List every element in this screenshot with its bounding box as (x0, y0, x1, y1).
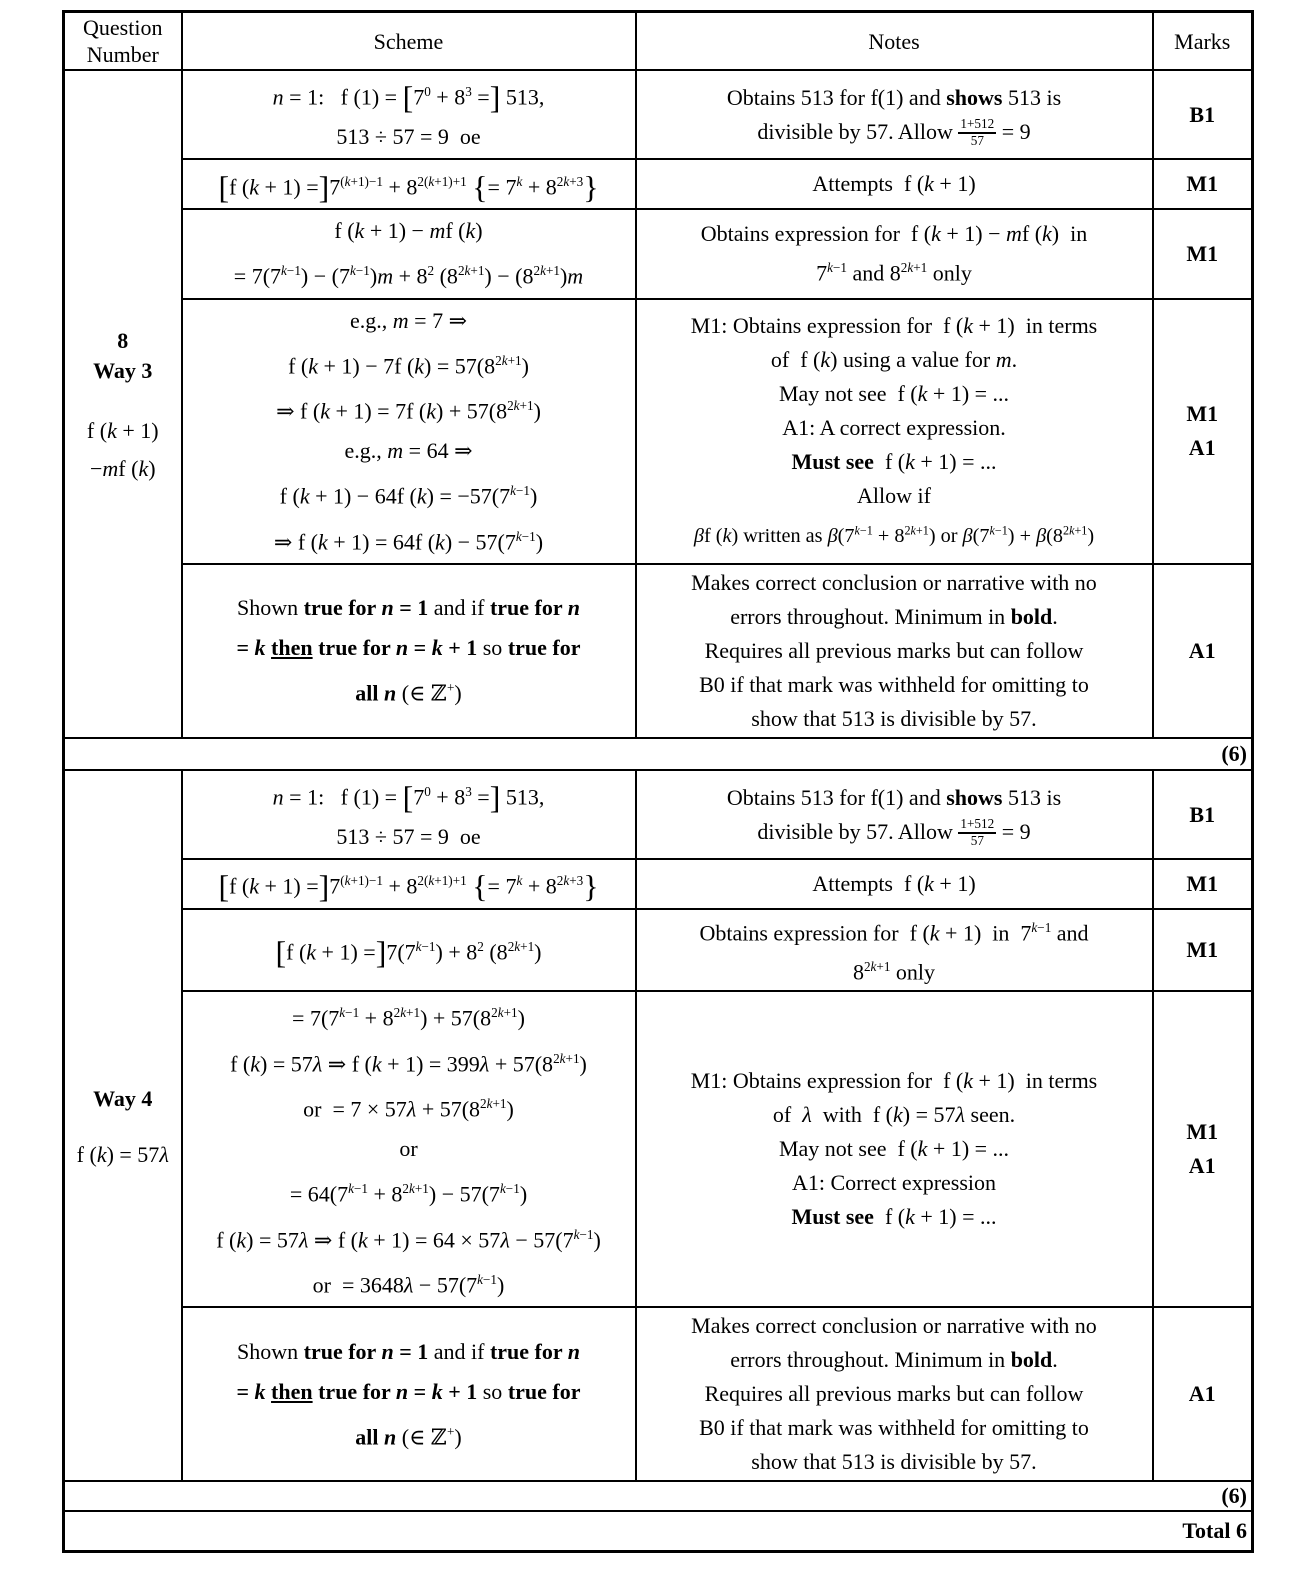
way3-row-m1a1 (64, 299, 1253, 564)
way3-notes-m1a1: M1: Obtains expression for f (k + 1) in terms of f (k) using a value for m. May not see f (k + 1) = ... A1: A correct expression. Must see f (k + 1) = ... Allow if βf (k) written as $\beta(7^{k-1} + 8^{2k+1})$ or $\beta(7^{k-1}) + \beta(8^{2k+1})$ (636, 299, 1153, 564)
way3-scheme-m1a1: e.g., m = 7 ⇒ f (k + 1) − 7f $(k) = 57(8^{2k+1})$ ⇒ f (k + 1) = 7f $(k) + 57(8^{2k+1})$ e.g., m = 64 ⇒ f (k + 1) − 64f $(k) = -57(7^{k-1})$ ⇒ f (k + 1) = 64f $(k) - 57(7^{k-1})$ (182, 299, 636, 564)
total-row (64, 1511, 1253, 1551)
way3-marks-b1: B1 (1153, 70, 1253, 159)
total-marks: Total 6 (64, 1511, 1253, 1551)
way3-scheme-m1a: [f $(k + 1) =]7^{(k+1)-1} + 8^{2(k+1)+1}$ {= $7^k + 8^{2k+3}$} (182, 159, 636, 209)
way3-scheme-m1b: f (k + 1) − mf (k) = $7(7^{k-1}) - (7^{k-1})m + 8^2$ $(8^{2k+1}) - (8^{2k+1})m$ (182, 209, 636, 298)
way4-marks-b1: B1 (1153, 770, 1253, 859)
way4-notes-b1: Obtains 513 for f(1) and shows 513 is divisible by 57. Allow $\frac{1+512}{57}$ = 9 (636, 770, 1153, 859)
way4-row-a1 (64, 1307, 1253, 1481)
way3-label: Way 3 (93, 357, 153, 383)
way4-row-m1a (64, 859, 1253, 908)
way4-scheme-m1a: [f $(k + 1) =]7^{(k+1)-1} + 8^{2(k+1)+1}$ {= $7^k + 8^{2k+3}$} (182, 859, 636, 908)
way4-scheme-b1: n = 1: f $(1) = [7^0 + 8^3$ =] 513, 513 ÷ 57 = 9 oe (182, 770, 636, 859)
way3-notes-a1: Makes correct conclusion or narrative with no errors throughout. Minimum in bold. Requires all previous marks but can follow B0 if that mark was withheld for omitting to show that 513 is divisible by 57. (636, 564, 1153, 738)
way4-notes-m1a1: M1: Obtains expression for f (k + 1) in terms of λ with f (k) = 57λ seen. May not see f (k + 1) = ... A1: Correct expression Must see f (k + 1) = ... (636, 991, 1153, 1307)
way3-question-cell (64, 70, 182, 738)
way4-label: Way 4 (93, 1085, 153, 1111)
question-number-value: 8 (117, 327, 129, 353)
way3-subtotal: (6) (64, 738, 1253, 770)
header-notes: Notes (636, 12, 1153, 71)
way3-row-b1 (64, 70, 1253, 159)
way3-row-m1a (64, 159, 1253, 209)
way4-scheme-m1b: [f $(k + 1) =]7(7^{k-1}) + 8^2$ $(8^{2k+1})$ (182, 909, 636, 992)
way3-marks-a1: A1 (1153, 564, 1253, 738)
header-scheme: Scheme (182, 12, 636, 71)
way4-row-m1a1 (64, 991, 1253, 1307)
way4-question-cell (64, 770, 182, 1481)
way3-notes-m1a: Attempts f (k + 1) (636, 159, 1153, 209)
way4-scheme-a1: Shown true for n = 1 and if true for n = k then true for n = k + 1 so true for all n (∈ ℤ+) (182, 1307, 636, 1481)
header-marks: Marks (1153, 12, 1253, 71)
way3-subtotal-row (64, 738, 1253, 770)
way3-marks-m1b: M1 (1153, 209, 1253, 298)
way4-marks-m1a: M1 (1153, 859, 1253, 908)
way4-subtotal: (6) (64, 1481, 1253, 1511)
way4-scheme-m1a1: = $7(7^{k-1} + 8^{2k+1}) + 57(8^{2k+1})$ f (k) = 57λ ⇒ f $(k + 1) = 399\lambda + 57(8^{2k+1})$ or = $7 \times 57\lambda + 57(8^{2k+1})$ or = $64(7^{k-1} + 8^{2k+1}) - 57(7^{k-1})$ f (k) = 57λ ⇒ f $(k + 1) = 64 \times 57\lambda - 57(7^{k-1})$ or = $3648\lambda - 57(7^{k-1})$ (182, 991, 636, 1307)
way3-scheme-a1: Shown true for n = 1 and if true for n = k then true for n = k + 1 so true for all n (∈ ℤ+) (182, 564, 636, 738)
way3-marks-m1a1: M1 A1 (1153, 299, 1253, 564)
way3-scheme-b1: n = 1: f $(1) = [7^0 + 8^3$ =] 513, 513 ÷ 57 = 9 oe (182, 70, 636, 159)
way3-row-a1 (64, 564, 1253, 738)
way4-notes-a1: Makes correct conclusion or narrative with no errors throughout. Minimum in bold. Requires all previous marks but can follow B0 if that mark was withheld for omitting to show that 513 is divisible by 57. (636, 1307, 1153, 1481)
way4-row-b1 (64, 770, 1253, 859)
way3-marks-m1a: M1 (1153, 159, 1253, 209)
way4-marks-m1b: M1 (1153, 909, 1253, 992)
way4-subtotal-row (64, 1481, 1253, 1511)
way4-notes-m1b: Obtains expression for f (k + 1) in $7^{k-1}$ and $8^{2k+1}$ only (636, 909, 1153, 992)
header-question-number: Question Number (64, 12, 182, 71)
way4-method-label: f (k) = 57λ (76, 1141, 169, 1167)
way4-row-m1b (64, 909, 1253, 992)
way4-marks-a1: A1 (1153, 1307, 1253, 1481)
way4-marks-m1a1: M1 A1 (1153, 991, 1253, 1307)
way3-row-m1b (64, 209, 1253, 298)
mark-scheme-table (62, 10, 1254, 1553)
way3-notes-b1: Obtains 513 for f(1) and shows 513 is divisible by 57. Allow $\frac{1+512}{57}$ = 9 (636, 70, 1153, 159)
header-row (64, 12, 1253, 71)
way4-notes-m1a: Attempts f (k + 1) (636, 859, 1153, 908)
way3-notes-m1b: Obtains expression for f (k + 1) − mf (k) in $7^{k-1}$ and $8^{2k+1}$ only (636, 209, 1153, 298)
way3-method-label: f (k + 1) −mf (k) (86, 417, 159, 481)
